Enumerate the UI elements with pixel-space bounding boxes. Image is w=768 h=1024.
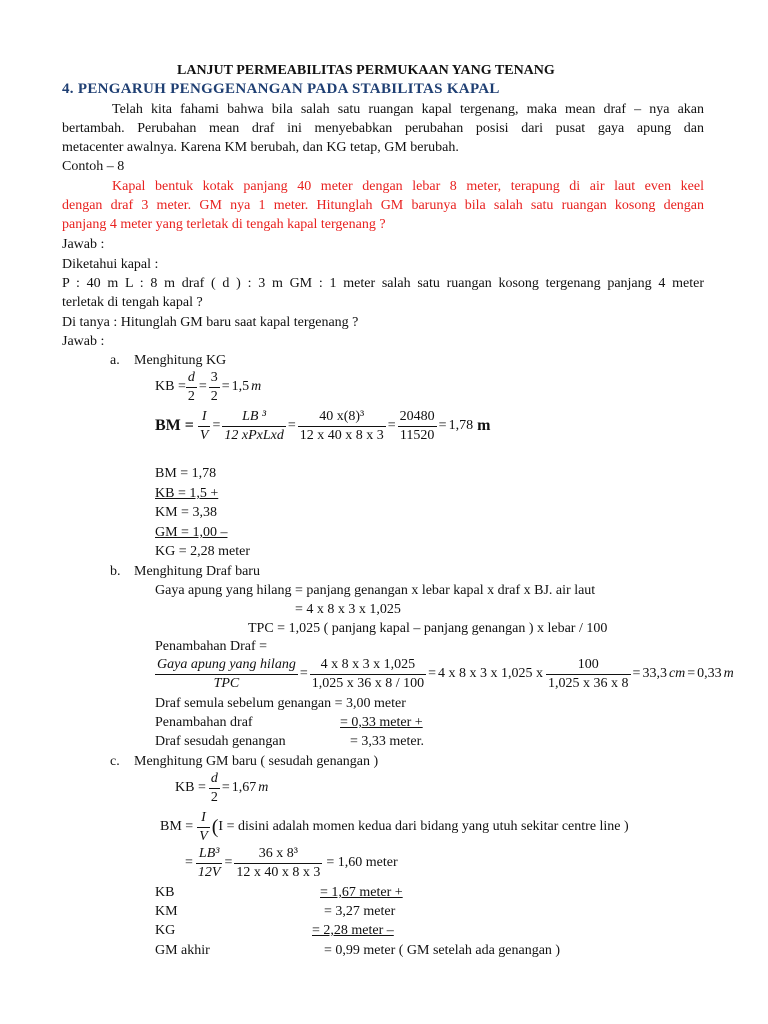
bm-den-1: V <box>199 427 209 443</box>
kb-lhs: KB = <box>155 379 186 394</box>
kb-num-1: d <box>186 369 197 388</box>
given-line-1: P : 40 m L : 8 m draf ( d ) : 3 m GM : 1 meter salah satu ruangan kosong tergenang panjang 4 meter <box>62 276 704 291</box>
section-c-marker: c. <box>110 754 120 769</box>
kbc-unit: m <box>258 780 269 795</box>
kb-equation-c: KB = $\frac{d}{2}$ = 1,67 m <box>175 770 269 805</box>
di-den-2: 1,025 x 36 x 8 / 100 <box>311 675 425 691</box>
bmc-frac <box>197 809 210 846</box>
kb-num-2: 3 <box>209 369 220 388</box>
bm-num-2: LB ³ <box>222 408 285 427</box>
gm-final-label: GM akhir <box>155 943 210 958</box>
kbc-lhs: KB = <box>175 780 206 795</box>
kb-unit: m <box>251 379 262 394</box>
kb-result: 1,5 <box>231 379 250 394</box>
bm-den-2: 12 xPxLxd <box>224 427 284 443</box>
di-den-1: TPC <box>213 675 240 691</box>
calc-a-line-3: KM = 3,38 <box>155 505 217 520</box>
draft-increase-label: Penambahan draf <box>155 715 253 730</box>
bm-frac-3 <box>298 408 386 445</box>
kg-final-value: = 2,28 meter – <box>312 923 394 938</box>
bm-frac-1 <box>198 408 211 445</box>
di-result-m: 0,33 <box>697 666 722 681</box>
di-result-cm: 33,3 <box>642 666 667 681</box>
bmc2-num-2: 36 x 8³ <box>234 845 322 864</box>
problem-line-3: panjang 4 meter yang terletak di tengah kapal tergenang ? <box>62 217 386 232</box>
kbc-frac <box>209 770 220 807</box>
draft-increase-title: Penambahan Draf = <box>155 639 268 654</box>
intro-line-1: Telah kita fahami bahwa bila salah satu ruangan kapal tergenang, maka mean draf – nya akan <box>112 102 704 117</box>
bmc-den: V <box>199 828 208 844</box>
bmc-lhs: BM = <box>160 819 194 834</box>
di-unit-cm: cm <box>668 666 686 681</box>
draft-after-label: Draf sesudah genangan <box>155 734 286 749</box>
di-num-2: 4 x 8 x 3 x 1,025 <box>310 656 426 675</box>
doc-title: LANJUT PERMEABILITAS PERMUKAAN YANG TENANG <box>177 63 555 78</box>
di-num-1: Gaya apung yang hilang <box>155 656 298 675</box>
bmc-paren: ( <box>211 816 219 838</box>
buoyancy-lost-calc: = 4 x 8 x 3 x 1,025 <box>295 602 401 617</box>
calc-a-line-4: GM = 1,00 – <box>155 525 228 540</box>
km-final-label: KM <box>155 904 178 919</box>
bm-equation-a: BM = $\frac{I}{V}$ = $\frac{\text{LB ³}}{\text{12 xPxLxd}}$ = $\frac{\text{40 x(8)³}}{12 x 40 x 8 x 3}$ = $\frac{20480}{11520}$ = 1,78 m <box>155 408 491 443</box>
di-frac-2 <box>310 656 426 693</box>
di-mid: 4 x 8 x 3 x 1,025 x <box>438 666 544 681</box>
bmc2-lhs: = <box>185 855 193 870</box>
bm-result: 1,78 <box>448 418 474 433</box>
section-heading: 4. PENGARUH PENGGENANGAN PADA STABILITAS KAPAL <box>62 81 500 97</box>
bm-num-3: 40 x(8)³ <box>298 408 386 427</box>
kbc-den: 2 <box>210 789 218 805</box>
section-a-marker: a. <box>110 353 120 368</box>
bm-den-4: 11520 <box>399 427 435 443</box>
section-b-marker: b. <box>110 564 121 579</box>
section-b-title: Menghitung Draf baru <box>134 564 260 579</box>
section-c-title: Menghitung GM baru ( sesudah genangan ) <box>134 754 379 769</box>
given-line-2: terletak di tengah kapal ? <box>62 295 203 310</box>
di-frac-3 <box>546 656 631 693</box>
kb-equation-a: KB = $\frac{d}{2}$ = $\frac{3}{2}$ = 1,5 m <box>155 369 262 404</box>
calc-a-line-1: BM = 1,78 <box>155 466 217 481</box>
bm-num-1: I <box>198 408 211 427</box>
di-frac-1 <box>155 656 298 693</box>
bm-den-3: 12 x 40 x 8 x 3 <box>299 427 384 443</box>
draft-increase-value: = 0,33 meter + <box>340 715 423 730</box>
kb-final-value: = 1,67 meter + <box>320 885 403 900</box>
intro-line-3: metacenter awalnya. Karena KM berubah, dan KG tetap, GM berubah. <box>62 140 459 155</box>
bm-lhs: BM = <box>155 417 194 434</box>
bmc-note: I = disini adalah momen kedua dari bidang yang utuh sekitar centre line ) <box>218 819 629 834</box>
di-num-3: 100 <box>546 656 631 675</box>
bmc2-frac-2 <box>234 845 322 882</box>
intro-line-2: bertambah. Perubahan mean draf ini menyebabkan perubahan posisi dari pusat gaya apung dan <box>62 121 704 136</box>
kbc-result: 1,67 <box>231 780 257 795</box>
bm-frac-4 <box>398 408 437 445</box>
problem-line-1: Kapal bentuk kotak panjang 40 meter dengan lebar 8 meter, terapung di air laut even keel <box>112 179 704 194</box>
tpc-line: TPC = 1,025 ( panjang kapal – panjang genangan ) x lebar / 100 <box>248 621 608 636</box>
gm-final-value: = 0,99 meter ( GM setelah ada genangan ) <box>324 943 561 958</box>
bm-num-4: 20480 <box>398 408 437 427</box>
bmc2-frac-1 <box>196 845 223 882</box>
buoyancy-lost-line: Gaya apung yang hilang = panjang genangan x lebar kapal x draf x BJ. air laut <box>155 583 596 598</box>
draft-increase-equation: $\frac{\text{Gaya apung yang hilang}}{\text{TPC}}$ = $\frac{4 x 8 x 3 x 1,025}{1,025 x 36 x 8 / 100}$ = 4 x 8 x 3 x 1,025 x $\frac{100}{1,025 x 36 x 8}$ = 33,3 cm = 0,33 m <box>157 656 734 691</box>
kb-final-label: KB <box>155 885 175 900</box>
draft-before-label: Draf semula sebelum genangan = 3,00 meter <box>155 696 406 711</box>
bmc2-result: = 1,60 meter <box>326 855 398 870</box>
bmc2-den-2: 12 x 40 x 8 x 3 <box>236 864 321 880</box>
section-a-title: Menghitung KG <box>134 353 227 368</box>
problem-line-2: dengan draf 3 meter. GM nya 1 meter. Hitunglah GM barunya bila salah satu ruangan kosong dengan <box>62 198 704 213</box>
answer-label-1: Jawab : <box>62 237 105 252</box>
bm-unit: m <box>477 417 491 434</box>
given-label: Diketahui kapal : <box>62 257 159 272</box>
calc-a-line-2: KB = 1,5 + <box>155 486 219 501</box>
calc-a-line-5: KG = 2,28 meter <box>155 544 250 559</box>
answer-label-2: Jawab : <box>62 334 105 349</box>
kb-frac-1 <box>186 369 197 406</box>
bmc2-num-1: LB³ <box>196 845 223 864</box>
kb-frac-2 <box>209 369 220 406</box>
kb-den-2: 2 <box>210 388 218 404</box>
bm-equation-c2: = $\frac{\text{LB³}}{12V}$ = $\frac{\text{36 x 8³}}{12 x 40 x 8 x 3}$ = 1,60 meter <box>185 845 398 880</box>
asked-line: Di tanya : Hitunglah GM baru saat kapal tergenang ? <box>62 315 359 330</box>
bm-frac-2 <box>222 408 285 445</box>
di-den-3: 1,025 x 36 x 8 <box>548 675 629 691</box>
km-final-value: = 3,27 meter <box>324 904 396 919</box>
kb-den-1: 2 <box>187 388 195 404</box>
example-label: Contoh – 8 <box>62 159 125 174</box>
kbc-num: d <box>209 770 220 789</box>
kg-final-label: KG <box>155 923 176 938</box>
di-unit-m: m <box>723 666 734 681</box>
bmc2-den-1: 12V <box>197 864 221 880</box>
bmc-num: I <box>197 809 210 828</box>
draft-after-value: = 3,33 meter. <box>350 734 424 749</box>
bm-equation-c <box>160 808 629 846</box>
